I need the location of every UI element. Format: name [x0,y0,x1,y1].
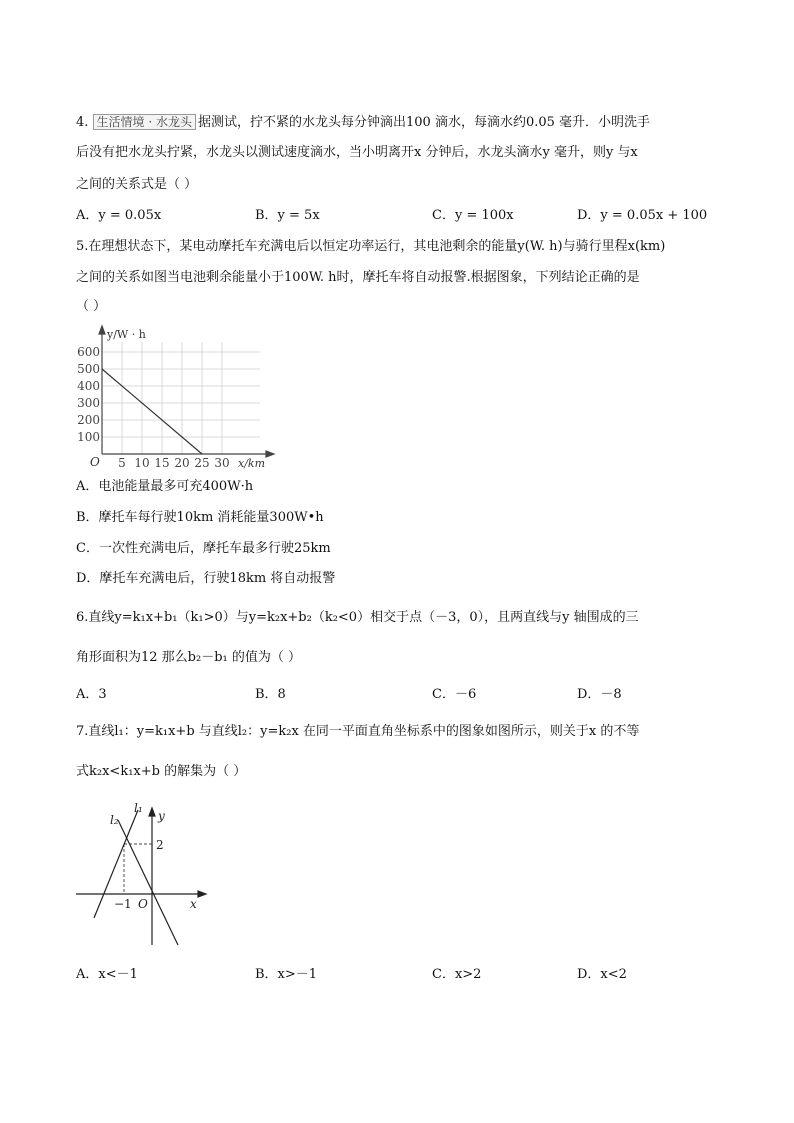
q6-line2: 角形面积为12 那么b₂－b₁ 的值为（ ） [76,650,302,665]
q5-option-c[interactable]: C．一次性充满电后，摩托车最多行驶25km [76,541,331,556]
q7-option-a[interactable]: A．x<－1 [76,967,138,982]
q7-graph [72,800,222,950]
q5-graph-ylabel: y/W · h [107,328,146,341]
q5-line2: 之间的关系如图当电池剩余能量小于100W. h时，摩托车将自动报警.根据图象，下列结论正确的是 [76,270,640,285]
q6-line1: 6.直线y=k₁x+b₁（k₁>0）与y=k₂x+b₂（k₂<0）相交于点（－3，0），且两直线与y 轴围成的三 [76,610,639,625]
q5-ytick: 300 [77,396,100,410]
q4-text1: 据测试，拧不紧的水龙头每分钟滴出100 滴水，每滴水约0.05 毫升．小明洗手 [198,115,651,130]
q4-line2: 后没有把水龙头拧紧，水龙头以测试速度滴水，当小明离开x 分钟后，水龙头滴水y 毫升，则y 与x [76,145,638,160]
q7-label-l1: l₁ [134,801,143,815]
q4-number: 4. [76,115,89,130]
q5-xtick: 5 [118,456,126,470]
q5-option-d[interactable]: D．摩托车充满电后，行驶18km 将自动报警 [76,571,336,586]
q7-label-l2: l₂ [110,813,119,827]
q7-label-origin: O [138,897,148,911]
q7-label-x: x [190,897,197,911]
q7-line2: 式k₂x<k₁x+b 的解集为（ ） [76,764,247,779]
q5-ytick: 600 [77,345,100,359]
q4-line1 [76,114,650,131]
q5-graph-origin: O [90,455,100,469]
q7-option-d[interactable]: D．x<2 [577,967,627,982]
q4-option-c[interactable]: C．y = 100x [432,208,514,223]
q5-xtick: 20 [174,456,190,470]
q5-ytick: 200 [77,413,100,427]
q5-ytick: 400 [77,379,100,393]
q5-graph-xlabel: x/km [238,457,266,470]
q4-line3: 之间的关系式是（ ） [76,177,198,192]
q5-line3: （ ） [76,299,107,314]
q7-label-two: 2 [156,838,164,852]
q5-xtick: 10 [134,456,150,470]
q6-option-d[interactable]: D．－8 [577,687,622,702]
q5-graph-line [102,369,202,454]
q6-option-a[interactable]: A．3 [76,687,107,702]
q6-option-b[interactable]: B．8 [255,687,286,702]
q5-line1: 5.在理想状态下，某电动摩托车充满电后以恒定功率运行，其电池剩余的能量y(W. h)与骑行里程x(km) [76,239,666,254]
q7-option-b[interactable]: B．x>－1 [255,967,318,982]
q5-xtick: 30 [214,456,230,470]
q5-ytick: 100 [77,430,100,444]
q4-option-b[interactable]: B．y = 5x [255,208,320,223]
q4-tag: 生活情境 · 水龙头 [93,114,196,130]
q7-line1: 7.直线l₁：y=k₁x+b 与直线l₂：y=k₂x 在同一平面直角坐标系中的图象如图所示，则关于x 的不等 [76,724,640,739]
q5-xtick: 15 [154,456,170,470]
q7-option-c[interactable]: C．x>2 [432,967,482,982]
q5-ytick: 500 [77,362,100,376]
q7-line-l2 [118,820,178,945]
q5-graph [70,322,280,472]
q5-option-a[interactable]: A．电池能量最多可充400W·h [76,479,254,494]
q4-option-d[interactable]: D．y = 0.05x + 100 [577,208,708,223]
q7-label-minus-one: −1 [114,897,132,911]
q7-label-y: y [158,809,165,823]
q5-xtick: 25 [194,456,210,470]
q6-option-c[interactable]: C．－6 [432,687,477,702]
q4-option-a[interactable]: A．y = 0.05x [76,208,162,223]
q5-option-b[interactable]: B．摩托车每行驶10km 消耗能量300W•h [76,510,324,525]
